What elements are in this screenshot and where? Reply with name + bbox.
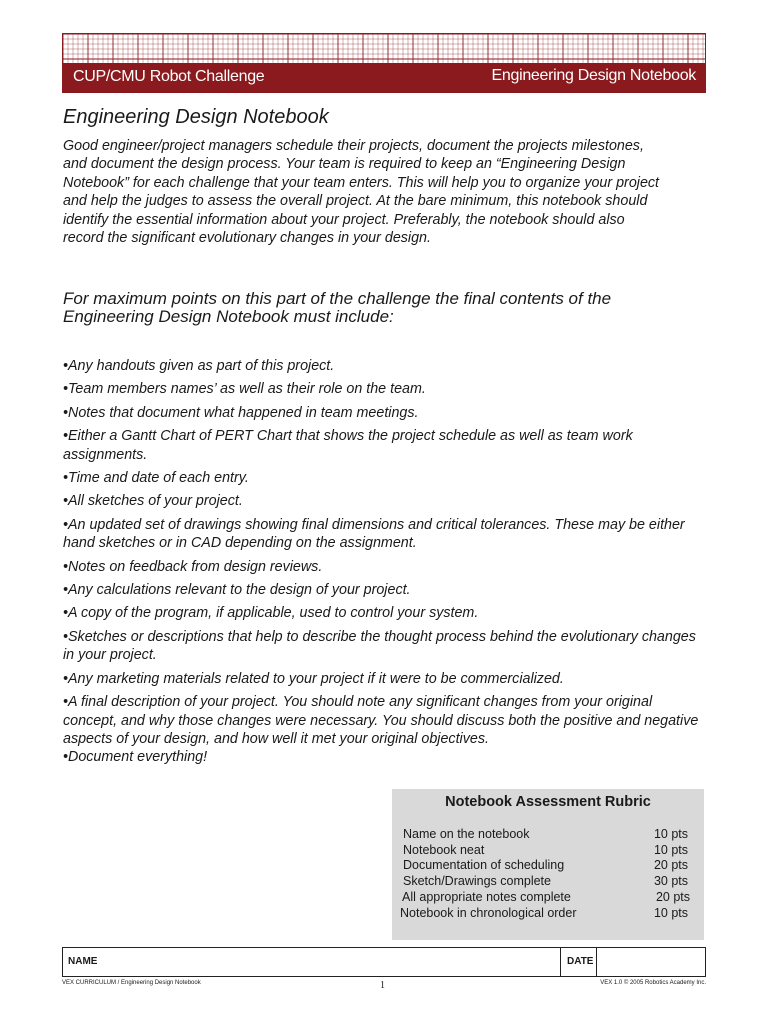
rubric-points: 30 pts bbox=[653, 874, 688, 888]
name-label: NAME bbox=[68, 956, 98, 967]
requirements-subheading: For maximum points on this part of the challenge the final contents of the Engineering Design Notebook must include: bbox=[63, 289, 612, 326]
date-label-cell bbox=[560, 948, 597, 976]
rubric-label: Notebook neat bbox=[403, 843, 485, 857]
rubric-points: 20 pts bbox=[653, 858, 688, 872]
page-title: Engineering Design Notebook bbox=[63, 106, 329, 128]
footer-right-text: VEX 1.0 © 2005 Robotics Academy Inc. bbox=[600, 980, 706, 986]
list-item: •Notes that document what happened in team meetings. bbox=[63, 404, 419, 421]
list-item: •Any marketing materials related to your project if it were to be commercialized. bbox=[63, 670, 564, 687]
grid-pattern bbox=[63, 34, 706, 63]
list-item: •Sketches or descriptions that help to describe the thought process behind the evolutionary changes in your project. bbox=[63, 628, 696, 664]
rubric-row bbox=[392, 906, 704, 922]
list-item: •All sketches of your project. bbox=[63, 493, 243, 510]
rubric-points: 20 pts bbox=[655, 890, 690, 904]
list-item: •Document everything! bbox=[63, 749, 208, 766]
list-item: •Team members names’ as well as their role on the team. bbox=[63, 381, 426, 398]
rubric-points: 10 pts bbox=[653, 843, 688, 857]
list-item: •Any calculations relevant to the design of your project. bbox=[63, 582, 411, 599]
rubric-label: Sketch/Drawings complete bbox=[403, 874, 551, 888]
intro-paragraph: Good engineer/project managers schedule their projects, document the projects milestones, and document the design process. Your team is required to keep an “Engineering Design Notebook” for each challenge that your team enters. This will help you to organize your project and help the judges to assess the overall project. At the bare minimum, this notebook should identify the essential information about your project. Preferably, the notebook should also record the significant evolutionary changes in your design. bbox=[63, 138, 660, 247]
rubric-label: All appropriate notes complete bbox=[402, 890, 571, 904]
requirements-list bbox=[63, 357, 703, 772]
rubric-row bbox=[392, 858, 704, 874]
rubric-label: Notebook in chronological order bbox=[400, 906, 577, 920]
list-item: •A copy of the program, if applicable, used to control your system. bbox=[63, 605, 479, 622]
page-number: 1 bbox=[380, 980, 385, 991]
footer-left-text: VEX CURRICULUM / Engineering Design Notebook bbox=[62, 980, 201, 986]
banner-right-label: Engineering Design Notebook bbox=[491, 67, 696, 84]
header-banner bbox=[62, 63, 706, 93]
rubric-points: 10 pts bbox=[653, 827, 688, 841]
rubric-points: 10 pts bbox=[653, 906, 688, 920]
rubric-row bbox=[392, 827, 704, 843]
header-grid-decoration bbox=[62, 33, 706, 63]
list-item: •Time and date of each entry. bbox=[63, 470, 249, 487]
list-item: •Either a Gantt Chart of PERT Chart that shows the project schedule as well as team work assignments. bbox=[63, 428, 633, 463]
date-label: DATE bbox=[567, 956, 594, 967]
rubric-row bbox=[392, 874, 704, 890]
rubric-title: Notebook Assessment Rubric bbox=[445, 794, 651, 810]
rubric-row bbox=[392, 843, 704, 859]
date-field[interactable] bbox=[596, 948, 705, 976]
rubric-label: Name on the notebook bbox=[403, 827, 530, 841]
list-item: •Notes on feedback from design reviews. bbox=[63, 558, 323, 575]
name-date-box bbox=[62, 947, 706, 977]
banner-left-label: CUP/CMU Robot Challenge bbox=[73, 68, 265, 85]
rubric-label: Documentation of scheduling bbox=[403, 858, 565, 872]
assessment-rubric bbox=[392, 789, 704, 940]
list-item: •Any handouts given as part of this project. bbox=[63, 358, 335, 374]
list-item: •A final description of your project. You should note any significant changes from your original concept, and why those changes were necessary. You should discuss both the positive and negative aspects of your design, and how well it met your original objectives. bbox=[63, 694, 699, 747]
rubric-row bbox=[392, 890, 704, 906]
list-item: •An updated set of drawings showing final dimensions and critical tolerances. These may be either hand sketches or in CAD depending on the assignment. bbox=[63, 516, 685, 552]
